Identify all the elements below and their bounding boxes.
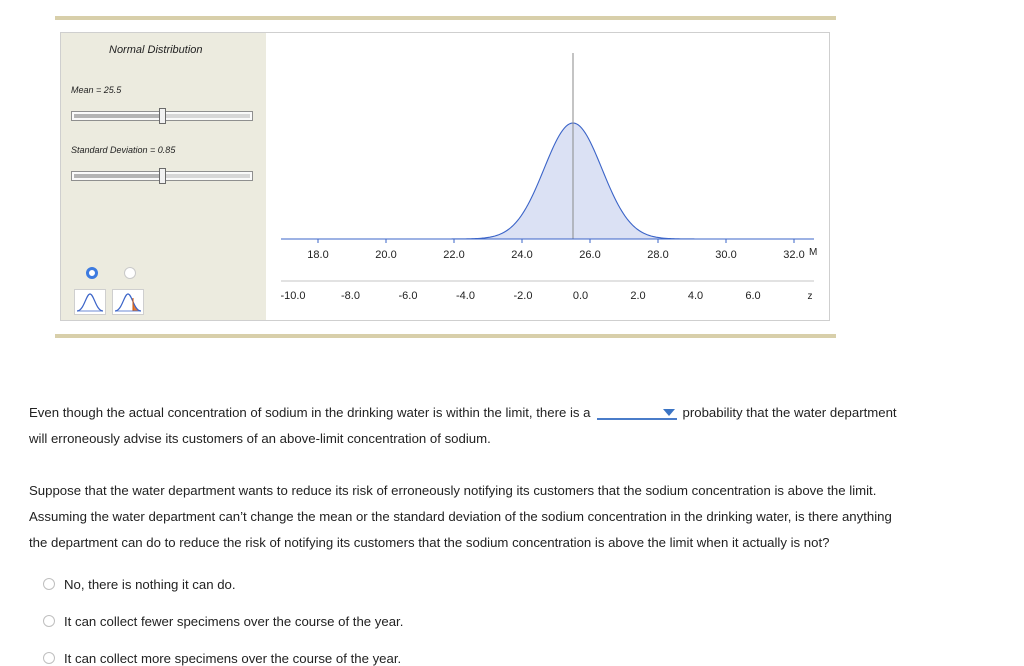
z-tick-label: 0.0 [572,290,589,302]
option-more-specimens[interactable] [43,651,401,666]
paragraph2-line3: the department can do to reduce the risk of notifying its customers that the sodium concentration is above the limit when it actually is not? [29,535,830,550]
option-no-nothing[interactable] [43,577,236,592]
x-tick-label: 28.0 [647,249,669,261]
x-tick-label: 24.0 [511,249,533,261]
x-tick-label: 22.0 [443,249,465,261]
z-tick-label: 2.0 [630,290,646,302]
sd-slider-thumb[interactable] [159,168,166,184]
probability-dropdown[interactable] [597,404,677,420]
option-label: It can collect more specimens over the course of the year. [64,651,402,666]
normal-distribution-applet [60,32,830,321]
option-label: No, there is nothing it can do. [64,577,236,592]
top-divider [55,16,836,20]
x-axis-end-label: M [809,247,818,258]
sd-label: Standard Deviation = 0.85 [71,145,176,155]
z-tick-label: -6.0 [398,290,418,302]
paragraph2-line2: Assuming the water department can’t change the mean or the standard deviation of the sodium concentration in the drinking water, is there anything [29,509,892,524]
question-text-part2: probability that the water department [682,405,897,420]
question-line-2: will erroneously advise its customers of an above-limit concentration of sodium. [29,431,491,446]
view-area-radio[interactable] [124,267,136,279]
option-radio[interactable] [43,578,55,590]
normal-curve-icon[interactable] [74,289,106,315]
x-tick-label: 18.0 [307,249,329,261]
option-fewer-specimens[interactable] [43,614,403,629]
z-tick-label: 6.0 [745,290,761,302]
applet-title: Normal Distribution [109,44,203,56]
z-tick-label: -10.0 [280,290,306,302]
shaded-area-icon[interactable] [112,289,144,315]
z-axis-label: z [807,291,813,302]
z-tick-label: 4.0 [687,290,704,302]
view-normal-radio[interactable] [86,267,98,279]
z-tick-label: -8.0 [341,290,360,302]
option-radio[interactable] [43,615,55,627]
x-tick-label: 32.0 [783,249,805,261]
dropdown-caret-icon [663,409,675,416]
mean-slider[interactable] [71,111,253,121]
x-tick-label: 30.0 [715,249,737,261]
question-line-1 [29,400,897,426]
z-tick-label: -4.0 [456,290,475,302]
mean-slider-thumb[interactable] [159,108,166,124]
option-label: It can collect fewer specimens over the course of the year. [64,614,404,629]
normal-curve-plot [266,33,829,320]
sd-slider[interactable] [71,171,253,181]
z-tick-label: -2.0 [513,290,533,302]
paragraph2-line1: Suppose that the water department wants to reduce its risk of erroneously notifying its customers that the sodium concentration is above the limit. [29,483,877,498]
mean-label: Mean = 25.5 [71,85,122,95]
question-text-part1: Even though the actual concentration of sodium in the drinking water is within the limit, there is a [29,405,591,420]
applet-controls-panel [61,33,266,320]
bottom-divider [55,334,836,338]
option-radio[interactable] [43,652,55,664]
x-tick-label: 26.0 [579,249,601,261]
x-tick-label: 20.0 [375,249,397,261]
